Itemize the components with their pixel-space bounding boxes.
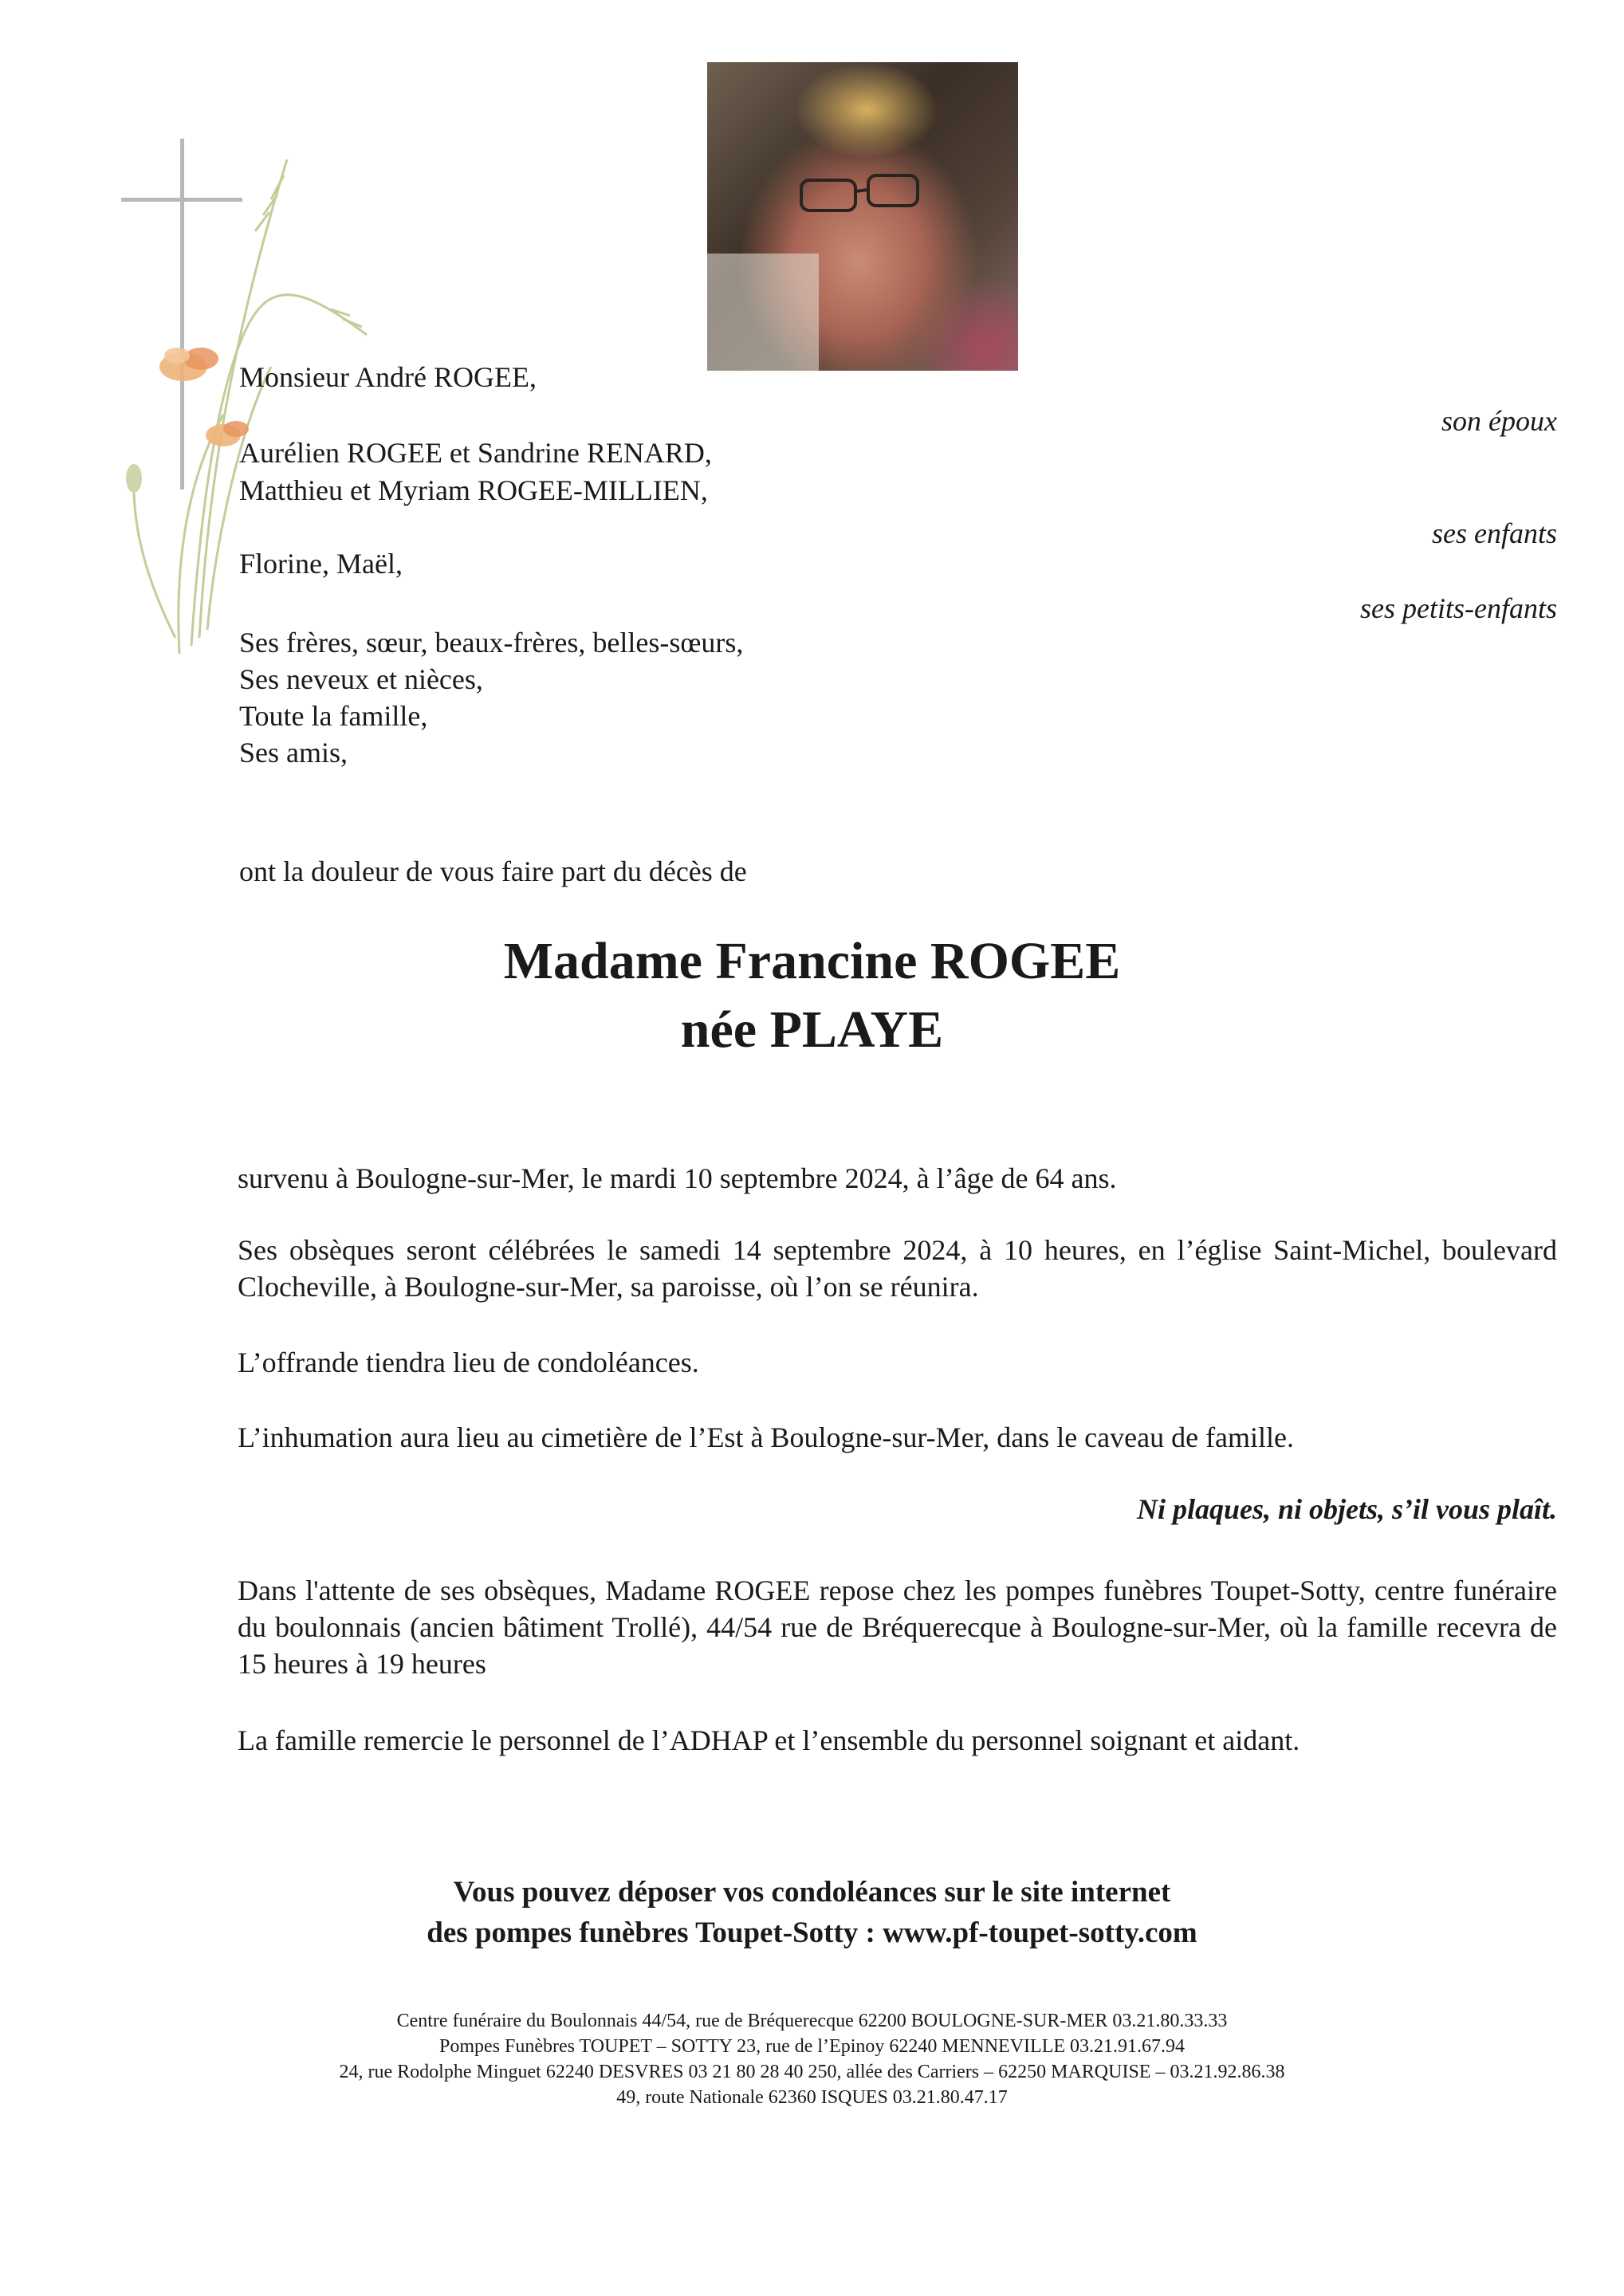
offering-notice: L’offrande tiendra lieu de condoléances. (238, 1347, 699, 1378)
burial-notice: L’inhumation aura lieu au cimetière de l’Est à Boulogne-sur-Mer, dans le caveau de famille. (238, 1421, 1295, 1453)
children-role: ses enfants (1432, 517, 1557, 549)
relatives-line-1: Ses frères, sœur, beaux-frères, belles-sœurs, (239, 627, 744, 659)
relatives-line-2: Ses neveux et nièces, (239, 663, 483, 695)
footer-line-3: 24, rue Rodolphe Minguet 62240 DESVRES 03 21 80 28 40 250, allée des Carriers – 62250 MARQUISE – 03.21.92.86.38 (339, 2062, 1285, 2082)
thanks-notice: La famille remercie le personnel de l’ADHAP et l’ensemble du personnel soignant et aidant. (238, 1724, 1300, 1756)
relatives-line-4: Ses amis, (239, 737, 348, 769)
deceased-name: Madame Francine ROGEE (503, 932, 1121, 990)
footer-line-1: Centre funéraire du Boulonnais 44/54, rue de Bréquerecque 62200 BOULOGNE-SUR-MER 03.21.80.33.33 (396, 2011, 1228, 2031)
child-line-1: Aurélien ROGEE et Sandrine RENARD, (239, 437, 712, 469)
portrait-photo (707, 62, 1018, 371)
poppy-flower-icon (159, 348, 218, 381)
child-line-2: Matthieu et Myriam ROGEE-MILLIEN, (239, 474, 708, 506)
poppy-bud-icon (126, 464, 175, 638)
glasses-icon (707, 62, 1018, 371)
grandchildren-names: Florine, Maël, (239, 548, 403, 580)
grandchildren-role: ses petits-enfants (1360, 592, 1557, 624)
footer-line-2: Pompes Funèbres TOUPET – SOTTY 23, rue de l’Epinoy 62240 MENNEVILLE 03.21.91.67.94 (438, 2036, 1186, 2057)
husband-name: Monsieur André ROGEE, (239, 361, 537, 393)
husband-role: son époux (1441, 405, 1557, 437)
funeral-details: Ses obsèques seront célébrées le samedi 14 septembre 2024, à 10 heures, en l’église Saint-Michel, boulevard Clocheville, à Boulogne-sur-Mer, sa paroisse, où l’on se réunira. (238, 1234, 1557, 1303)
visitation-details: Dans l'attente de ses obsèques, Madame ROGEE repose chez les pompes funèbres Toupet-Sotty, centre funéraire du boulonnais (ancien bâtiment Trollé), 44/54 rue de Bréquerecque à Boulogne-sur-Mer, où la famille recevra de 15 heures à 19 heures (238, 1575, 1557, 1680)
relatives-line-3: Toute la famille, (239, 700, 428, 732)
condolences-website-line: des pompes funèbres Toupet-Sotty : www.pf-toupet-sotty.com (427, 1917, 1197, 1949)
death-notice: survenu à Boulogne-sur-Mer, le mardi 10 septembre 2024, à l’âge de 64 ans. (238, 1162, 1117, 1194)
no-flowers-notice: Ni plaques, ni objets, s’il vous plaît. (1136, 1493, 1557, 1525)
announcement-line: ont la douleur de vous faire part du décès de (239, 855, 747, 887)
deceased-maiden-name: née PLAYE (680, 1001, 944, 1059)
cross-and-flowers-decoration (104, 128, 391, 702)
footer-line-4: 49, route Nationale 62360 ISQUES 03.21.80.47.17 (616, 2087, 1008, 2108)
condolences-line-1: Vous pouvez déposer vos condoléances sur le site internet (453, 1876, 1171, 1909)
